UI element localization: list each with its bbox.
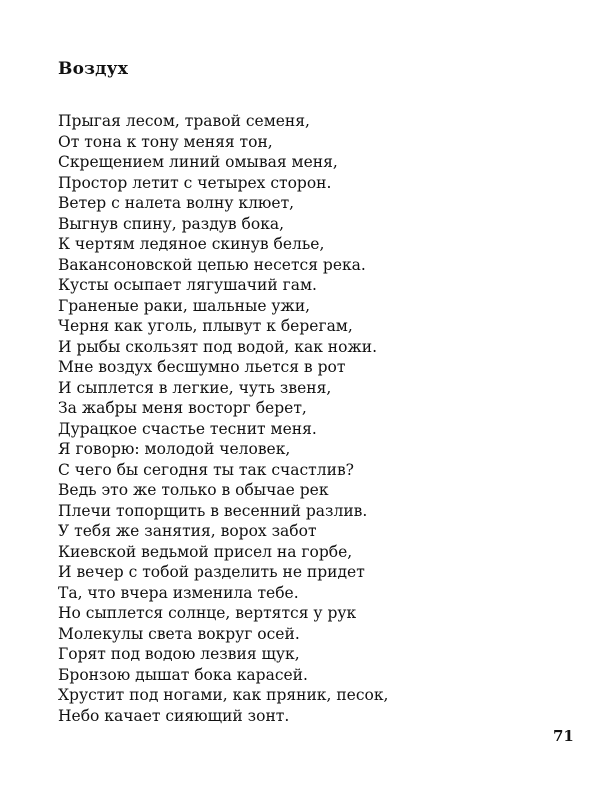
poem-line: Кусты осыпает лягушачий гам.: [58, 276, 317, 294]
poem-line: К чертям ледяное скинув белье,: [58, 235, 325, 253]
poem-line: Но сыплется солнце, вертятся у рук: [58, 604, 357, 622]
poem-line: Прыгая лесом, травой семеня,: [58, 112, 310, 130]
poem-line: Я говорю: молодой человек,: [58, 440, 291, 458]
poem-line: С чего бы сегодня ты так счастлив?: [58, 460, 354, 479]
poem-line: Ведь это же только в обычае рек: [58, 481, 329, 499]
poem-line: И сыплется в легкие, чуть звеня,: [58, 378, 332, 397]
poem-line: Простор летит с четырех сторон.: [58, 173, 332, 192]
poem-line: Небо качает сияющий зонт.: [58, 706, 290, 725]
poem-line: Граненые раки, шальные ужи,: [58, 296, 311, 315]
poem-line: От тона к тону меняя тон,: [58, 132, 273, 151]
poem-line: Хрустит под ногами, как пряник, песок,: [58, 686, 389, 704]
poem-line: И вечер с тобой разделить не придет: [58, 563, 365, 581]
poem-title: Воздух: [58, 59, 129, 80]
poem-line: У тебя же занятия, ворох забот: [58, 522, 317, 540]
poem-line: Мне воздух бесшумно льется в рот: [58, 358, 346, 376]
poem-line: Горят под водою лезвия щук,: [58, 645, 300, 663]
poem-line: Ветер с налета волну клюет,: [58, 194, 295, 212]
poem-line: Черня как уголь, плывут к берегам,: [58, 317, 353, 335]
page-number: 71: [553, 727, 574, 745]
poem-line: Скрещением линий омывая меня,: [58, 153, 338, 171]
poem-line: Молекулы света вокруг осей.: [58, 624, 300, 643]
poem-line: Плечи топорщить в весенний разлив.: [58, 501, 368, 520]
poem-line: Киевской ведьмой присел на горбе,: [58, 542, 353, 561]
poem-line: Вакансоновской цепью несется река.: [58, 255, 366, 274]
poem-line: Бронзою дышат бока карасей.: [58, 665, 308, 684]
poem-line: Выгнув спину, раздув бока,: [58, 214, 285, 233]
poem-line: И рыбы скользят под водой, как ножи.: [58, 337, 377, 356]
poem-line: Дурацкое счастье теснит меня.: [58, 419, 317, 438]
poem-line: За жабры меня восторг берет,: [58, 399, 307, 417]
poem-body: [58, 111, 578, 726]
poem-line: Та, что вчера изменила тебе.: [58, 583, 299, 602]
